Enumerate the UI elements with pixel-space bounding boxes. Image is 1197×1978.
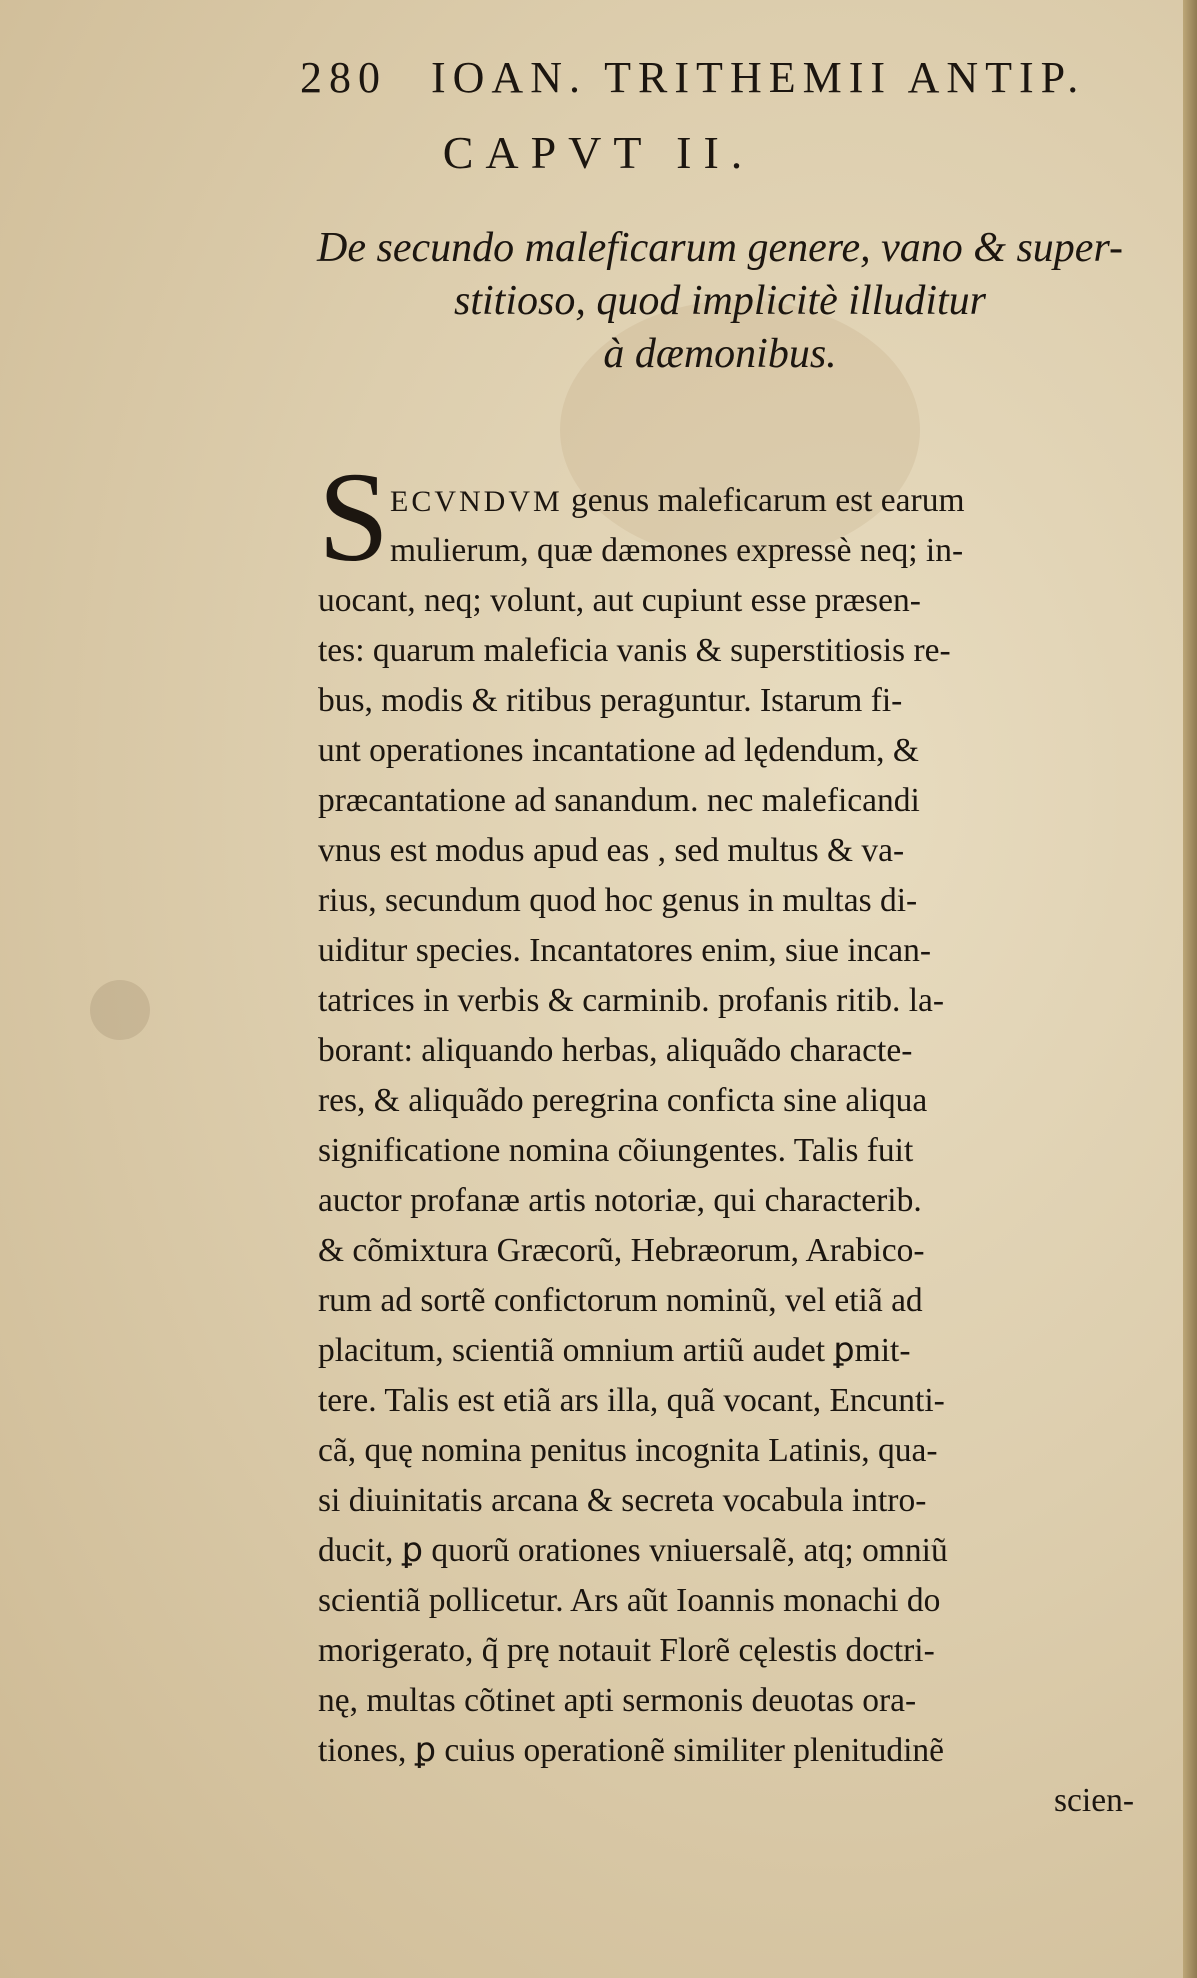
text-line: præcantatione ad sanandum. nec maleficandi (318, 782, 920, 819)
page-number: 280 (300, 53, 387, 102)
text-line (318, 476, 1134, 526)
text-line: vnus est modus apud eas , sed multus & va- (318, 832, 905, 869)
text-line: res, & aliquãdo peregrina conficta sine aliqua (318, 1082, 928, 1119)
body-text (318, 476, 1134, 1826)
text-line: rum ad sortẽ confictorum nominũ, vel etiã ad (318, 1282, 923, 1319)
text-line: unt operationes incantatione ad lędendum, & (318, 732, 919, 769)
text-line: nę, multas cõtinet apti sermonis deuotas ora- (318, 1682, 917, 1719)
text-line: ducit, ꝑ quorũ orationes vniuersalẽ, atq; omniũ (318, 1532, 948, 1569)
text-line: si diuinitatis arcana & secreta vocabula intro- (318, 1482, 927, 1519)
text-line: significatione nomina cõiungentes. Talis fuit (318, 1132, 914, 1169)
text-line: auctor profanæ artis notoriæ, qui characterib. (318, 1182, 922, 1219)
chapter-heading: CAPVT II. (442, 127, 755, 178)
text-line: mulierum, quæ dæmones expressè neq; in- (390, 532, 964, 569)
chapter-subtitle (300, 222, 1140, 381)
subtitle-line: à dæmonibus. (603, 331, 837, 377)
text-line: placitum, scientiã omnium artiũ audet ꝑmit- (318, 1332, 911, 1369)
text-line: tes: quarum maleficia vanis & superstitiosis re- (318, 632, 951, 669)
catchword: scien- (1054, 1782, 1134, 1819)
subtitle-line: stitioso, quod implicitè illuditur (453, 278, 986, 324)
text-line: tere. Talis est etiã ars illa, quã vocant, Encunti- (318, 1382, 945, 1419)
text-line: uocant, neq; volunt, aut cupiunt esse præsen- (318, 582, 921, 619)
text-line: morigerato, q̃ prę notauit Florẽ cęlestis doctri- (318, 1632, 935, 1669)
drop-initial: S (318, 446, 390, 588)
running-head (300, 52, 1120, 112)
first-word: ECVNDVM (390, 485, 563, 518)
text-line: scientiã pollicetur. Ars aũt Ioannis monachi do (318, 1582, 941, 1619)
running-title: IOAN. TRITHEMII ANTIP. (431, 53, 1086, 102)
text-line: uiditur species. Incantatores enim, siue incan- (318, 932, 932, 969)
text-line-content: genus maleficarum est earum (571, 482, 965, 519)
page-edge (1183, 0, 1197, 1978)
text-line: tatrices in verbis & carminib. profanis ritib. la- (318, 982, 945, 1019)
paper-stain (90, 980, 150, 1040)
text-line: tiones, ꝑ cuius operationẽ similiter plenitudinẽ (318, 1732, 944, 1769)
subtitle-line: De secundo maleficarum genere, vano & super- (317, 225, 1123, 271)
text-line: borant: aliquando herbas, aliquãdo characte- (318, 1032, 913, 1069)
text-line: cã, quę nomina penitus incognita Latinis, qua- (318, 1432, 938, 1469)
text-line: bus, modis & ritibus peraguntur. Istarum fi- (318, 682, 903, 719)
text-line: rius, secundum quod hoc genus in multas di- (318, 882, 918, 919)
text-line: & cõmixtura Græcorũ, Hebræorum, Arabico- (318, 1232, 925, 1269)
